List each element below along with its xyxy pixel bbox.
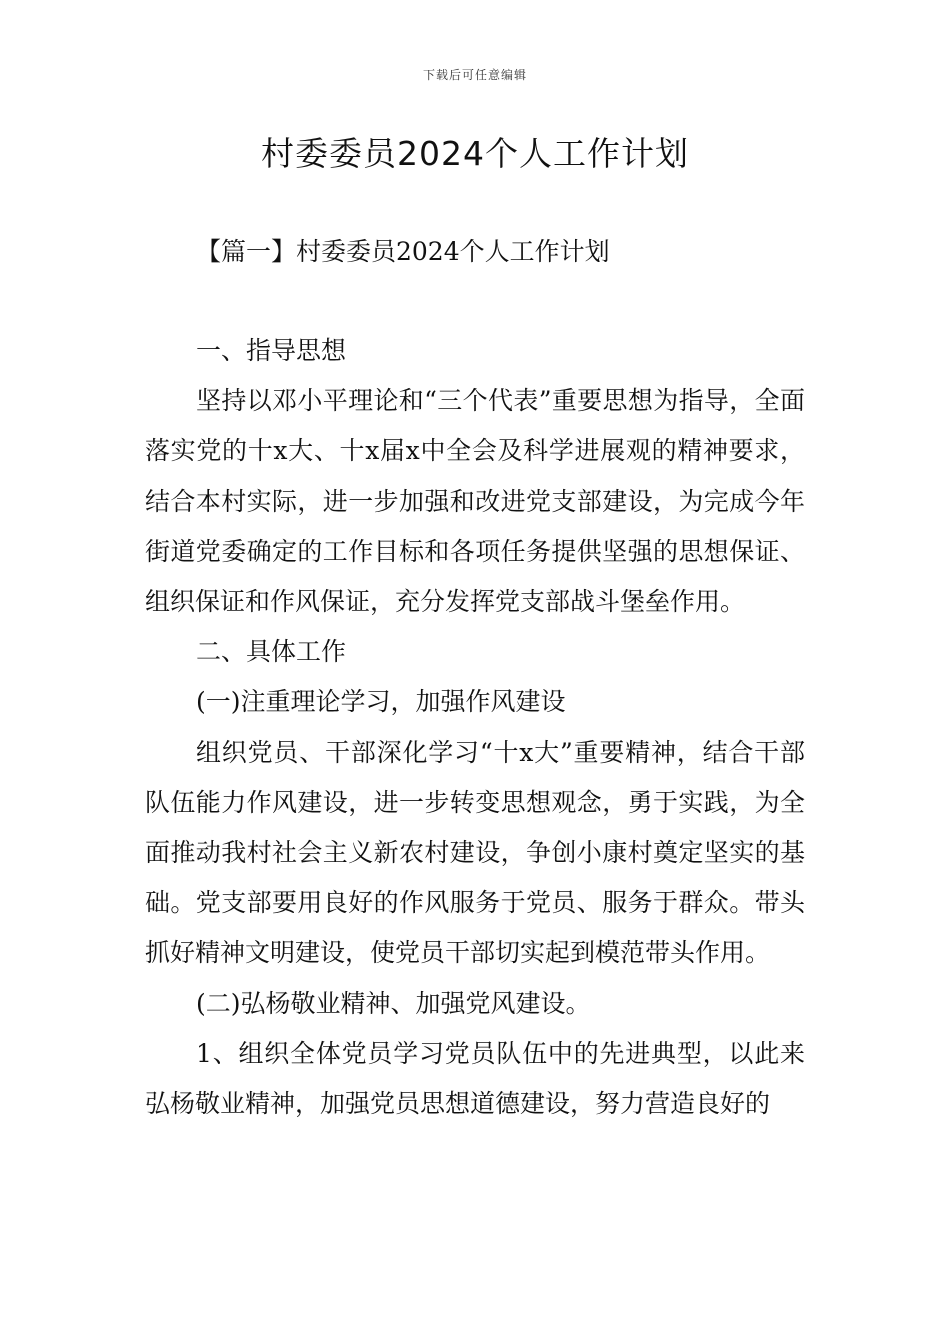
subheading-theory-study: (一)注重理论学习，加强作风建设: [196, 687, 566, 717]
document-title: 村委委员2024个人工作计划: [261, 134, 689, 173]
paragraph-dedication-spirit: 1、组织全体党员学习党员队伍中的先进典型，以此来弘杨敬业精神，加强党员思想道德建设，努力营造良好的: [145, 1038, 805, 1119]
document-body: [145, 326, 805, 1129]
section-heading: 【篇一】村委委员2024个人工作计划: [196, 237, 610, 266]
subheading-dedication-spirit: (二)弘杨敬业精神、加强党风建设。: [196, 988, 591, 1018]
paragraph-guiding-ideology: 坚持以邓小平理论和“三个代表”重要思想为指导，全面落实党的十x大、十x届x中全会及科学进展观的精神要求，结合本村实际，进一步加强和改进党支部建设，为完成今年街道党委确定的工作目标和各项任务提供坚强的思想保证、组织保证和作风保证，充分发挥党支部战斗堡垒作用。: [145, 386, 805, 617]
heading-specific-work: 二、具体工作: [196, 637, 347, 667]
heading-guiding-ideology: 一、指导思想: [196, 336, 347, 365]
paragraph-theory-study: 组织党员、干部深化学习“十x大”重要精神，结合干部队伍能力作风建设，进一步转变思想观念，勇于实践，为全面推动我村社会主义新农村建设，争创小康村奠定坚实的基础。党支部要用良好的作风服务于党员、服务于群众。带头抓好精神文明建设，使党员干部切实起到模范带头作用。: [145, 737, 805, 968]
header-note: 下载后可任意编辑: [422, 68, 527, 82]
